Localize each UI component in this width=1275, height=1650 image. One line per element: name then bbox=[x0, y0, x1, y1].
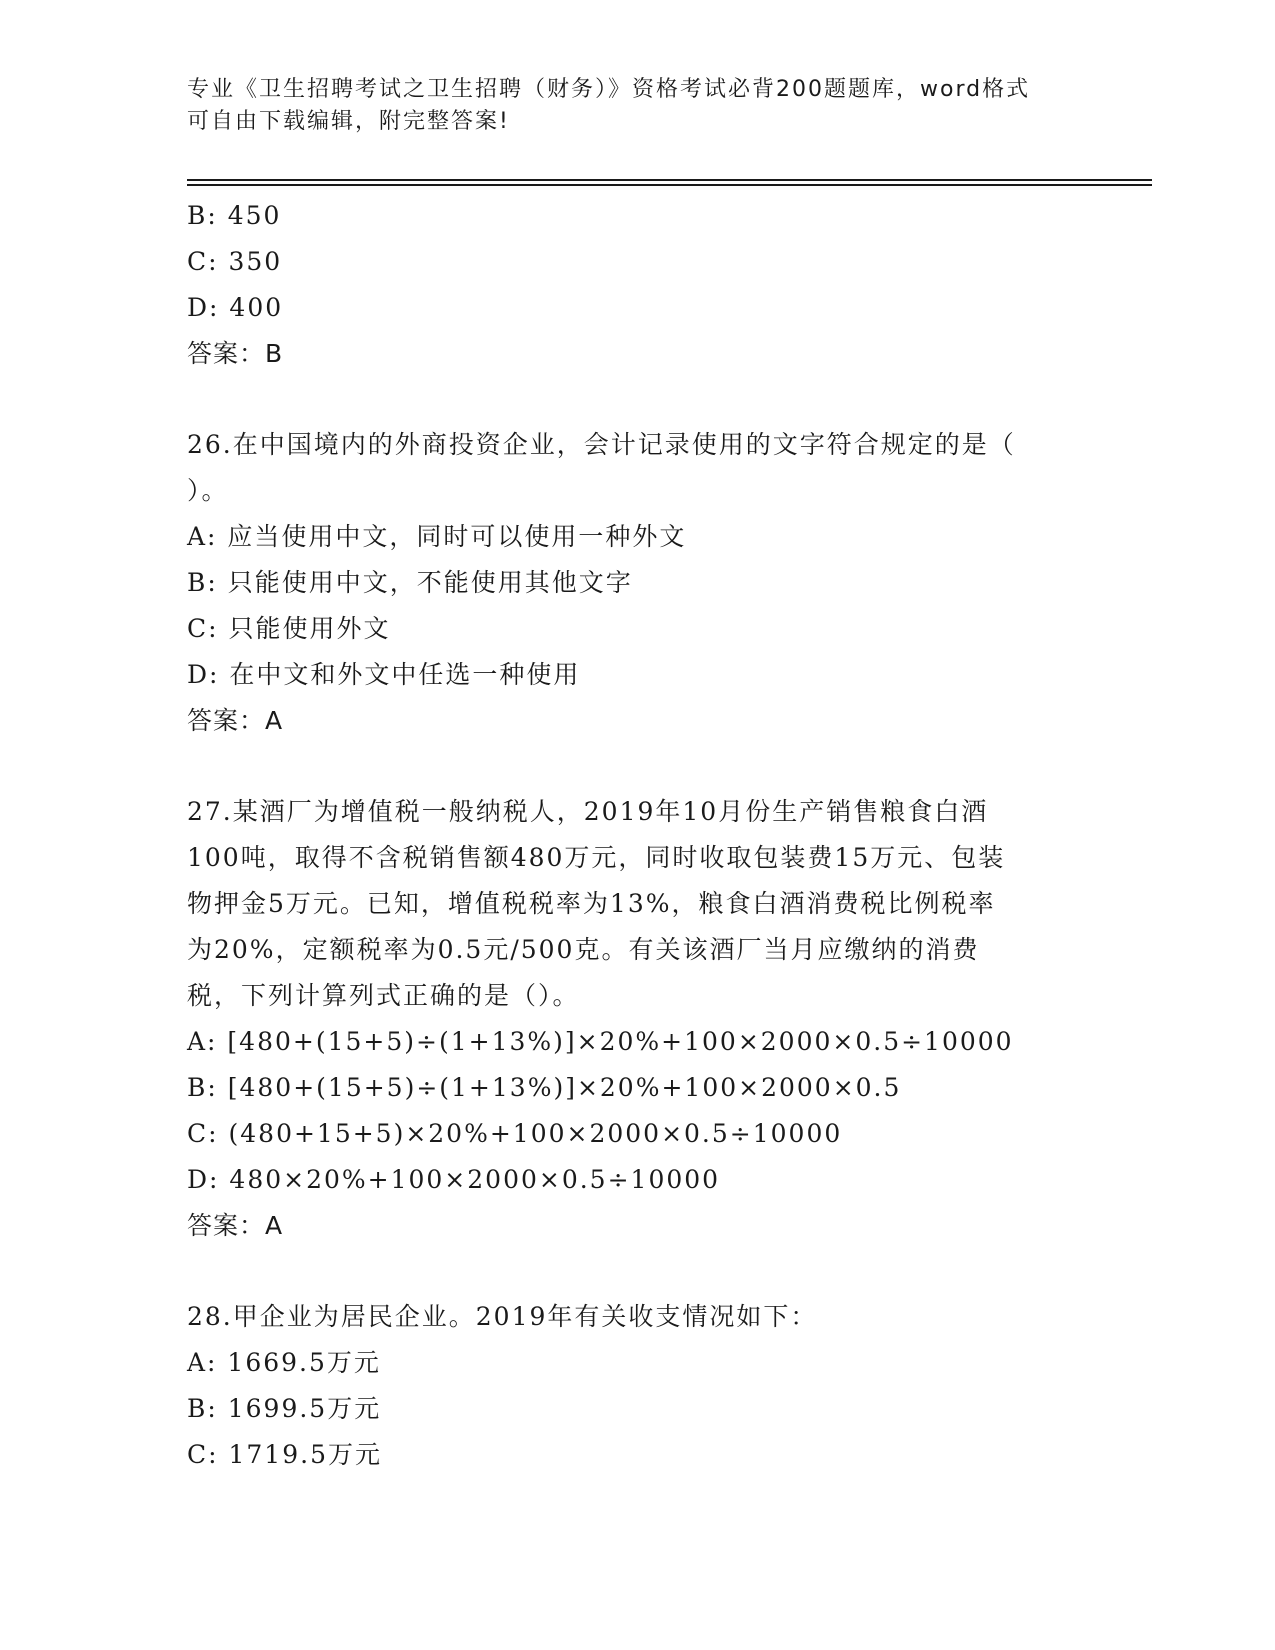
header-line-2: 可自由下载编辑，附完整答案! bbox=[187, 109, 510, 134]
document-header bbox=[187, 74, 1087, 138]
spacer bbox=[187, 377, 1087, 422]
header-rule-bottom bbox=[187, 184, 1152, 186]
q28-option-a: A: 1669.5万元 bbox=[187, 1348, 381, 1377]
question-26 bbox=[187, 422, 1087, 744]
q27-stem-line-3: 物押金5万元。已知，增值税税率为13%，粮食白酒消费税比例税率 bbox=[187, 889, 996, 918]
question-27 bbox=[187, 789, 1087, 1249]
q28-option-b: B: 1699.5万元 bbox=[187, 1394, 382, 1423]
spacer bbox=[187, 744, 1087, 789]
q25-option-d: D: 400 bbox=[187, 293, 284, 322]
question-25 bbox=[187, 193, 1087, 377]
q26-option-d: D: 在中文和外文中任选一种使用 bbox=[187, 660, 581, 689]
q26-option-a: A: 应当使用中文，同时可以使用一种外文 bbox=[187, 522, 687, 551]
q26-answer: 答案：A bbox=[187, 706, 284, 735]
header-line-1: 专业《卫生招聘考试之卫生招聘（财务）》资格考试必背200题题库，word格式 bbox=[187, 77, 1031, 102]
q28-option-c: C: 1719.5万元 bbox=[187, 1440, 382, 1469]
q25-option-b: B: 450 bbox=[187, 201, 282, 230]
q27-option-a: A: [480+(15+5)÷(1+13%)]×20%+100×2000×0.5÷10000 bbox=[187, 1027, 1014, 1056]
q27-stem-line-2: 100吨，取得不含税销售额480万元，同时收取包装费15万元、包装 bbox=[187, 843, 1006, 872]
q25-option-c: C: 350 bbox=[187, 247, 283, 276]
q26-option-c: C: 只能使用外文 bbox=[187, 614, 391, 643]
q26-stem-line-2: ）。 bbox=[187, 476, 229, 505]
header-rule-top bbox=[187, 179, 1152, 181]
q28-stem-line-1: 28.甲企业为居民企业。2019年有关收支情况如下： bbox=[187, 1302, 818, 1331]
question-28 bbox=[187, 1294, 1087, 1478]
q25-answer: 答案：B bbox=[187, 339, 284, 368]
spacer bbox=[187, 1249, 1087, 1294]
q27-stem-line-5: 税，下列计算列式正确的是（）。 bbox=[187, 981, 580, 1010]
q27-option-c: C: (480+15+5)×20%+100×2000×0.5÷10000 bbox=[187, 1119, 843, 1148]
q27-answer: 答案：A bbox=[187, 1211, 284, 1240]
q26-stem-line-1: 26.在中国境内的外商投资企业，会计记录使用的文字符合规定的是（ bbox=[187, 430, 1016, 459]
document-body bbox=[187, 193, 1087, 1478]
q27-stem-line-1: 27.某酒厂为增值税一般纳税人，2019年10月份生产销售粮食白酒 bbox=[187, 797, 989, 826]
q27-option-b: B: [480+(15+5)÷(1+13%)]×20%+100×2000×0.5 bbox=[187, 1073, 902, 1102]
q27-option-d: D: 480×20%+100×2000×0.5÷10000 bbox=[187, 1165, 721, 1194]
q26-option-b: B: 只能使用中文，不能使用其他文字 bbox=[187, 568, 633, 597]
q27-stem-line-4: 为20%，定额税率为0.5元/500克。有关该酒厂当月应缴纳的消费 bbox=[187, 935, 980, 964]
